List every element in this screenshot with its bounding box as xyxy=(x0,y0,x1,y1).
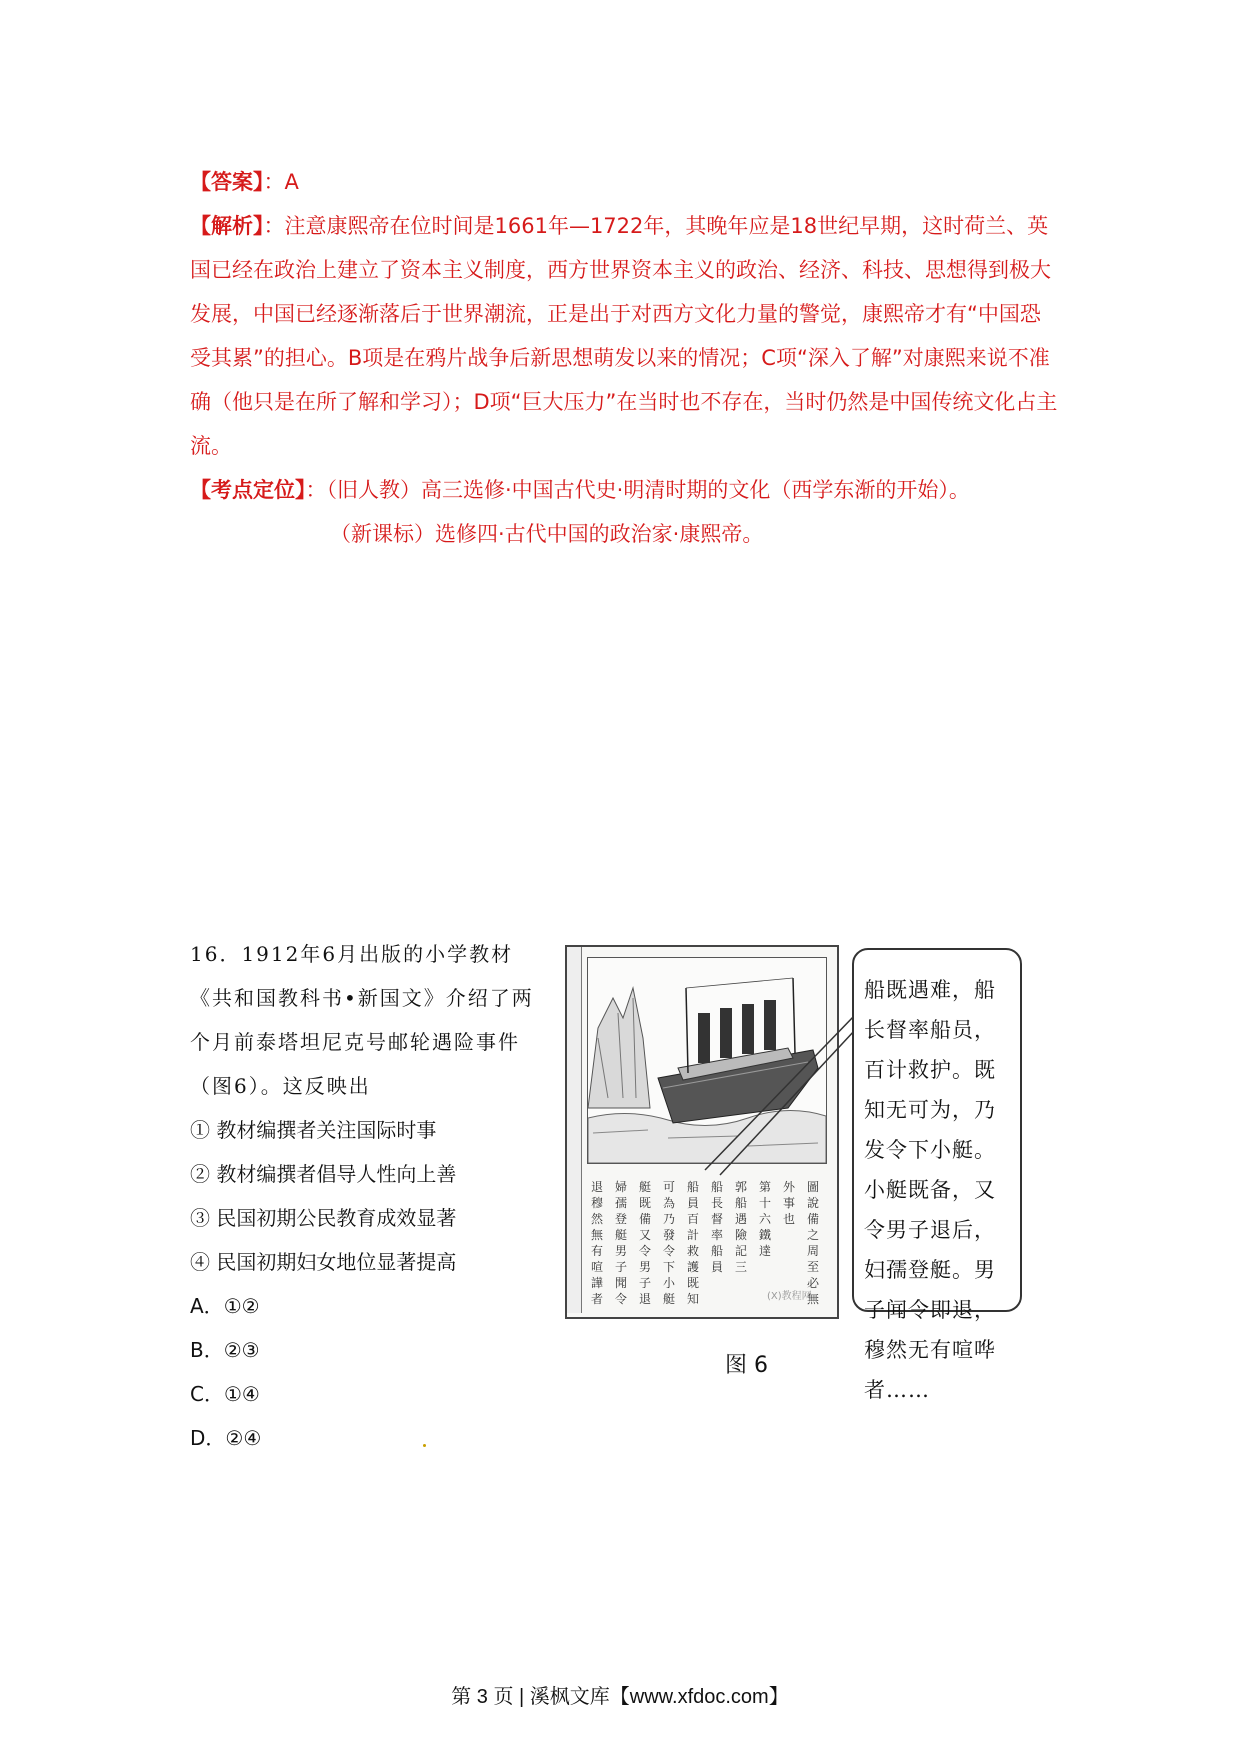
analysis-label: 【解析】 xyxy=(190,214,264,238)
text-column-5: 船長督率船員 xyxy=(711,1180,724,1274)
answer-section xyxy=(190,160,1060,556)
question-16 xyxy=(190,932,550,1460)
option-c-letter: C． xyxy=(190,1382,224,1406)
statement-1: ① 教材编撰者关注国际时事 xyxy=(190,1118,437,1142)
callout-pointer-lines xyxy=(700,1010,860,1180)
callout-text: 船既遇难，船长督率船员，百计救护。既知无可为，乃发令下小艇。小艇既备，又令男子退后，妇孺登艇。男子闻令即退，穆然无有喧哗者…… xyxy=(864,978,996,1402)
image-watermark: (X)教程网 xyxy=(767,1291,812,1302)
statement-4: ④ 民国初期妇女地位显著提高 xyxy=(190,1250,457,1274)
book-spine xyxy=(567,947,582,1313)
text-column-2: 外事也 xyxy=(783,1180,796,1226)
question-stem: 16．1912年6月出版的小学教材《共和国教科书•新国文》介绍了两个月前泰塔坦尼克号邮轮遇险事件（图6）。这反映出 xyxy=(190,942,534,1098)
stray-mark xyxy=(423,1444,426,1447)
analysis-text: ：注意康熙帝在位时间是1661年—1722年，其晚年应是18世纪早期，这时荷兰、英国已经在政治上建立了资本主义制度，西方世界资本主义的政治、经济、科技、思想得到极大发展，中国已经逐渐落后于世界潮流，正是出于对西方文化力量的警觉，康熙帝才有“中国恐受其累”的担心。B项是在鸦片战争后新思想萌发以来的情况；C项“深入了解”对康熙来说不准确（他只是在所了解和学习）；D项“巨大压力”在当时也不存在，当时仍然是中国传统文化占主流。 xyxy=(190,214,1058,458)
kaodian-label: 【考点定位】 xyxy=(190,478,306,502)
option-c-text: ①④ xyxy=(223,1382,260,1406)
option-b-letter: B． xyxy=(190,1338,224,1362)
option-b xyxy=(190,1328,550,1372)
text-column-6: 船員百計救護既知 xyxy=(687,1180,700,1306)
kaodian-line-1 xyxy=(190,468,1060,512)
answer-line xyxy=(190,160,1060,204)
text-column-8: 艇既備又令男子退 xyxy=(639,1180,652,1306)
analysis-paragraph xyxy=(190,204,1060,468)
option-b-text: ②③ xyxy=(223,1338,260,1362)
kaodian-text-1: ：（旧人教）高三选修·中国古代史·明清时期的文化（西学东渐的开始）。 xyxy=(305,478,970,502)
text-column-7: 可為乃發令下小艇 xyxy=(663,1180,676,1306)
kaodian-text-2: （新课标）选修四·古代中国的政治家·康熙帝。 xyxy=(330,522,764,546)
option-c xyxy=(190,1372,550,1416)
answer-value: ：A xyxy=(263,170,299,194)
option-a-letter: A． xyxy=(190,1294,224,1318)
textbook-columns xyxy=(581,1179,823,1306)
text-column-10: 退穆然無有喧譁者 xyxy=(591,1180,604,1306)
option-a-text: ①② xyxy=(223,1294,260,1318)
option-d xyxy=(190,1416,550,1460)
text-column-4: 郭船遇險記三 xyxy=(735,1180,748,1274)
figure-caption: 图 6 xyxy=(725,1353,768,1378)
text-column-1: 圖說備之周至必無 xyxy=(807,1180,820,1306)
text-column-9: 婦孺登艇男子聞令 xyxy=(615,1180,628,1306)
callout-box xyxy=(852,948,1022,1402)
option-a xyxy=(190,1284,550,1328)
option-d-letter: D． xyxy=(190,1426,226,1450)
answer-label: 【答案】 xyxy=(190,170,264,194)
option-d-text: ②④ xyxy=(225,1426,262,1450)
page-footer: 第 3 页 | 溪枫文库【www.xfdoc.com】 xyxy=(451,1686,789,1708)
statement-3: ③ 民国初期公民教育成效显著 xyxy=(190,1206,457,1230)
kaodian-line-2 xyxy=(190,512,1060,556)
statement-2: ② 教材编撰者倡导人性向上善 xyxy=(190,1162,457,1186)
text-column-3: 第十六 鐵達 xyxy=(759,1180,772,1258)
